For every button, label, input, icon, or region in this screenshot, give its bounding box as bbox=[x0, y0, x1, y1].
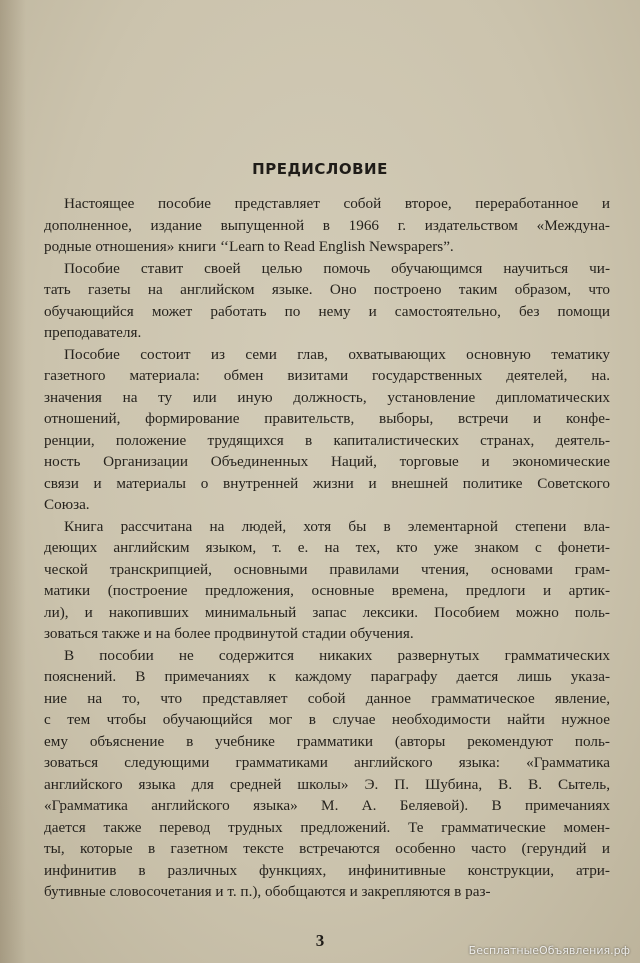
text-line: ность Организации Объединенных Наций, торговые и экономические bbox=[44, 453, 610, 470]
page-title: ПРЕДИСЛОВИЕ bbox=[252, 160, 388, 178]
text-line: дополненное, издание выпущенной в 1966 г. издательством «Междуна- bbox=[44, 216, 610, 234]
text-line: зоваться следующими грамматиками английского языка: «Грамматика bbox=[44, 754, 610, 771]
text-line: дается также перевод трудных предложений. Те грамматические момен- bbox=[44, 818, 610, 836]
text-line: ренции, положение трудящихся в капиталистических странах, деятель- bbox=[44, 431, 610, 449]
text-line: Книга рассчитана на людей, хотя бы в элементарной степени вла- bbox=[64, 517, 610, 535]
text-line: английского языка для средней школы» Э. П. Шубина, В. В. Сытель, bbox=[44, 775, 610, 793]
watermark: БесплатныеОбъявления.рф bbox=[468, 944, 630, 957]
text-line: тать газеты на английском языке. Оно построено таким образом, что bbox=[44, 281, 610, 298]
text-line: ние на то, что представляет собой данное грамматическое явление, bbox=[44, 689, 610, 707]
paragraph bbox=[44, 258, 610, 344]
text-line: значения на ту или иную должность, установление дипломатических bbox=[44, 388, 610, 406]
text-line: ты, которые в газетном тексте встречаются особенно часто (герундий и bbox=[44, 840, 610, 857]
text-line: В пособии не содержится никаких развернутых грамматических bbox=[64, 646, 610, 664]
text-line: «Грамматика английского языка» М. А. Беляевой). В примечаниях bbox=[44, 797, 610, 814]
paragraph bbox=[44, 193, 610, 258]
text-line: с тем чтобы обучающийся мог в случае необходимости найти нужное bbox=[44, 711, 610, 728]
text-line: обучающийся может работать по нему и самостоятельно, без помощи bbox=[44, 302, 610, 320]
text-line: Настоящее пособие представляет собой второе, переработанное и bbox=[64, 195, 610, 212]
text-line: связи и материалы о внутренней жизни и внешней политике Советского bbox=[44, 474, 610, 492]
text-line: ему объяснение в учебнике грамматики (авторы рекомендуют поль- bbox=[44, 732, 610, 750]
text-line: зоваться также и на более продвинутой стадии обучения. bbox=[44, 625, 414, 642]
body-text bbox=[44, 193, 610, 903]
paragraph bbox=[44, 645, 610, 903]
page-number: 3 bbox=[315, 931, 325, 950]
text-line: отношений, формирование правительств, выборы, встречи и конфе- bbox=[44, 410, 610, 427]
text-line: преподавателя. bbox=[44, 324, 142, 341]
text-line: деющих английским языком, т. е. на тех, кто уже знаком с фонети- bbox=[44, 539, 610, 556]
text-line: ли), и накопивших минимальный запас лексики. Пособием можно поль- bbox=[44, 603, 610, 621]
text-line: газетного материала: обмен визитами государственных деятелей, на. bbox=[44, 367, 610, 384]
text-line: матики (построение предложения, основные времена, предлоги и артик- bbox=[44, 582, 610, 599]
paragraph bbox=[44, 344, 610, 516]
text-line: Пособие состоит из семи глав, охватывающих основную тематику bbox=[64, 345, 610, 363]
text-line: Пособие ставит своей целью помочь обучающимся научиться чи- bbox=[64, 259, 610, 277]
text-line: родные отношения» книги ‘‘Learn to Read English Newspapers”. bbox=[44, 238, 454, 255]
text-line: Союза. bbox=[44, 496, 90, 513]
text-line: пояснений. В примечаниях к каждому параграфу дается лишь указа- bbox=[44, 668, 610, 685]
text-line: ческой транскрипцией, основными правилами чтения, основами грам- bbox=[44, 560, 610, 578]
text-line: инфинитив в различных функциях, инфинитивные конструкции, атри- bbox=[44, 861, 610, 879]
paragraph bbox=[44, 516, 610, 645]
text-line: бутивные словосочетания и т. п.), обобщаются и закрепляются в раз- bbox=[44, 883, 491, 900]
